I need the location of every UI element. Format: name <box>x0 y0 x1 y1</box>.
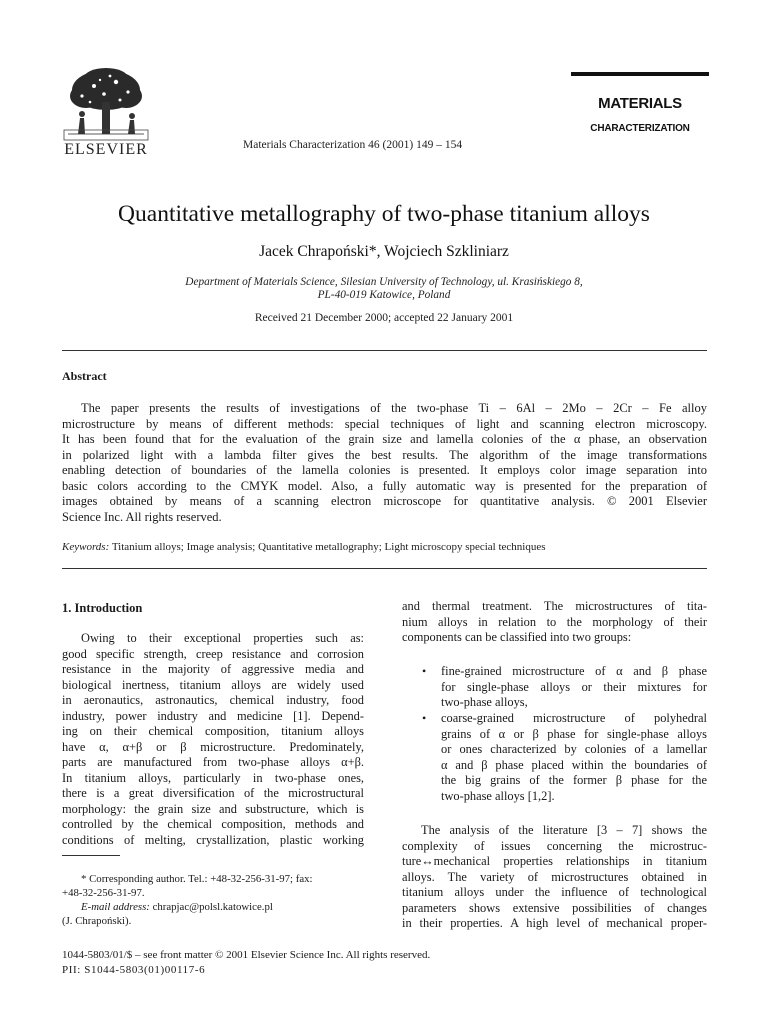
divider <box>62 350 707 351</box>
body-line: parts are manufactured from two-phase alloys α+β. <box>62 755 364 769</box>
tree-icon <box>58 66 154 142</box>
section-heading: 1. Introduction <box>62 601 143 615</box>
body-line: The analysis of the literature [3 – 7] shows the <box>421 823 707 837</box>
body-line: biological inertness, titanium alloys are widely used <box>62 677 364 692</box>
footnote-line: * Corresponding author. Tel.: +48-32-256-31-97; fax: <box>81 873 313 885</box>
abstract-line: basic colors according to the CMYK model. Also, a fully automatic way is presented for the preparation of <box>62 478 707 493</box>
body-line: the big grains of the former β phase for the <box>441 773 707 787</box>
email-address: chrapjac@polsl.katowice.pl <box>152 901 273 913</box>
body-line: good specific strength, creep resistance and corrosion <box>62 646 364 661</box>
body-line: two-phase alloys, <box>441 695 528 709</box>
body-line: parameters shows extensive possibilities of changes <box>402 900 707 915</box>
body-line: controlled by the chemical composition, methods and <box>62 817 364 831</box>
right-column-body <box>402 823 707 932</box>
body-line: fine-grained microstructure of α and β phase <box>441 664 707 678</box>
body-line: Owing to their exceptional properties such as: <box>81 631 364 645</box>
body-line: components can be classified into two groups: <box>402 630 632 644</box>
journal-logo-materials: MATERIALS <box>598 95 682 112</box>
body-line: grains of α or β phase for single-phase alloys <box>441 726 707 741</box>
body-line: resistance in the majority of aggressive media and <box>62 662 364 676</box>
body-line: in aeronautics, astronautics, chemical industry, food <box>62 693 364 707</box>
bullet-icon: • <box>422 711 427 725</box>
footnote-line: (J. Chrapoński). <box>62 915 132 927</box>
body-line: for single-phase alloys or their mixtures for <box>441 679 707 694</box>
abstract-line: The paper presents the results of investigations of the two-phase Ti – 6Al – 2Mo – 2Cr – Fe alloy <box>81 401 707 415</box>
footnote-rule <box>62 855 120 856</box>
issn-line: 1044-5803/01/$ – see front matter © 2001 Elsevier Science Inc. All rights reserved. <box>62 949 431 961</box>
divider <box>62 568 707 569</box>
body-line: have α, α+β or β microstructure. Predominately, <box>62 739 364 754</box>
abstract-line: It has been found that for the evaluation of the grain size and lamella colonies of the α phase, an observation <box>62 432 707 446</box>
body-line: titanium alloys under the influence of technological <box>402 885 707 899</box>
abstract-line: in polarized light with a lambda filter gives the best results. The algorithm of the image transformations <box>62 447 707 462</box>
journal-logo-characterization: CHARACTERIZATION <box>590 123 690 134</box>
body-line: nium alloys in relation to the morphology of their <box>402 614 707 629</box>
abstract-line: microstructure by means of different methods: special techniques of light and scanning electron microscopy. <box>62 416 707 431</box>
body-line: conditions of melting, crystallization, plastic working <box>62 832 364 847</box>
body-line: ture↔mechanical properties relationships in titanium <box>402 854 707 868</box>
body-line: two-phase alloys [1,2]. <box>441 788 555 803</box>
bullet-icon: • <box>422 664 427 678</box>
body-line: in their properties. A high level of mechanical proper- <box>402 916 707 930</box>
abstract-body <box>62 401 707 525</box>
keywords-text: Titanium alloys; Image analysis; Quantitative metallography; Light microscopy special techniques <box>111 541 546 553</box>
body-line: α and β phase placed within the boundaries of <box>441 757 707 772</box>
keywords-label: Keywords: <box>62 541 110 553</box>
pii-line: PII: S1044-5803(01)00117-6 <box>62 963 206 976</box>
body-line: alloys. The variety of microstructures obtained in <box>402 869 707 884</box>
body-line: there is a great diversification of the microstructural <box>62 786 364 800</box>
body-line: ing on their chemical composition, titanium alloys <box>62 724 364 738</box>
body-line: and thermal treatment. The microstructures of tita- <box>402 599 707 613</box>
body-line: coarse-grained microstructure of polyhedral <box>441 711 707 725</box>
publisher-name: ELSEVIER <box>64 141 148 158</box>
abstract-line: Science Inc. All rights reserved. <box>62 509 222 524</box>
footnote-line: +48-32-256-31-97. <box>62 887 145 899</box>
journal-logo-rule <box>571 72 709 76</box>
footnote <box>62 872 364 928</box>
right-column-intro <box>402 599 707 646</box>
body-line: morphology: the grain size and substructure, which is <box>62 801 364 816</box>
left-column-body <box>62 631 364 848</box>
front-matter <box>62 948 430 977</box>
journal-citation: Materials Characterization 46 (2001) 149 – 154 <box>243 139 463 151</box>
body-line: In titanium alloys, particularly in two-phase ones, <box>62 770 364 785</box>
received-dates: Received 21 December 2000; accepted 22 January 2001 <box>254 312 514 324</box>
body-line: industry, power industry and medicine [1]. Depend- <box>62 708 364 723</box>
affiliation-line: PL-40-019 Katowice, Poland <box>317 289 451 301</box>
abstract-heading: Abstract <box>62 369 107 383</box>
abstract-line: images obtained by means of a scanning electron microscope for quantitative analysis. © 2001 Elsevier <box>62 494 707 508</box>
list-item-text <box>441 711 707 804</box>
body-line: or ones characterized by colonies of a lamellar <box>441 742 707 756</box>
paper-title: Quantitative metallography of two-phase titanium alloys <box>118 201 650 227</box>
keywords <box>62 541 546 553</box>
affiliation-line: Department of Materials Science, Silesian University of Technology, ul. Krasińskiego 8, <box>185 276 583 288</box>
author-list: Jacek Chrapoński*, Wojciech Szkliniarz <box>259 243 509 260</box>
email-label: E-mail address: <box>81 901 150 913</box>
body-line: complexity of issues concerning the microstruc- <box>402 838 707 853</box>
footnote-email-line <box>62 900 364 914</box>
list-item-text <box>441 664 707 711</box>
abstract-line: enabling detection of boundaries of the lamella colonies is presented. It employs color image separation into <box>62 463 707 477</box>
